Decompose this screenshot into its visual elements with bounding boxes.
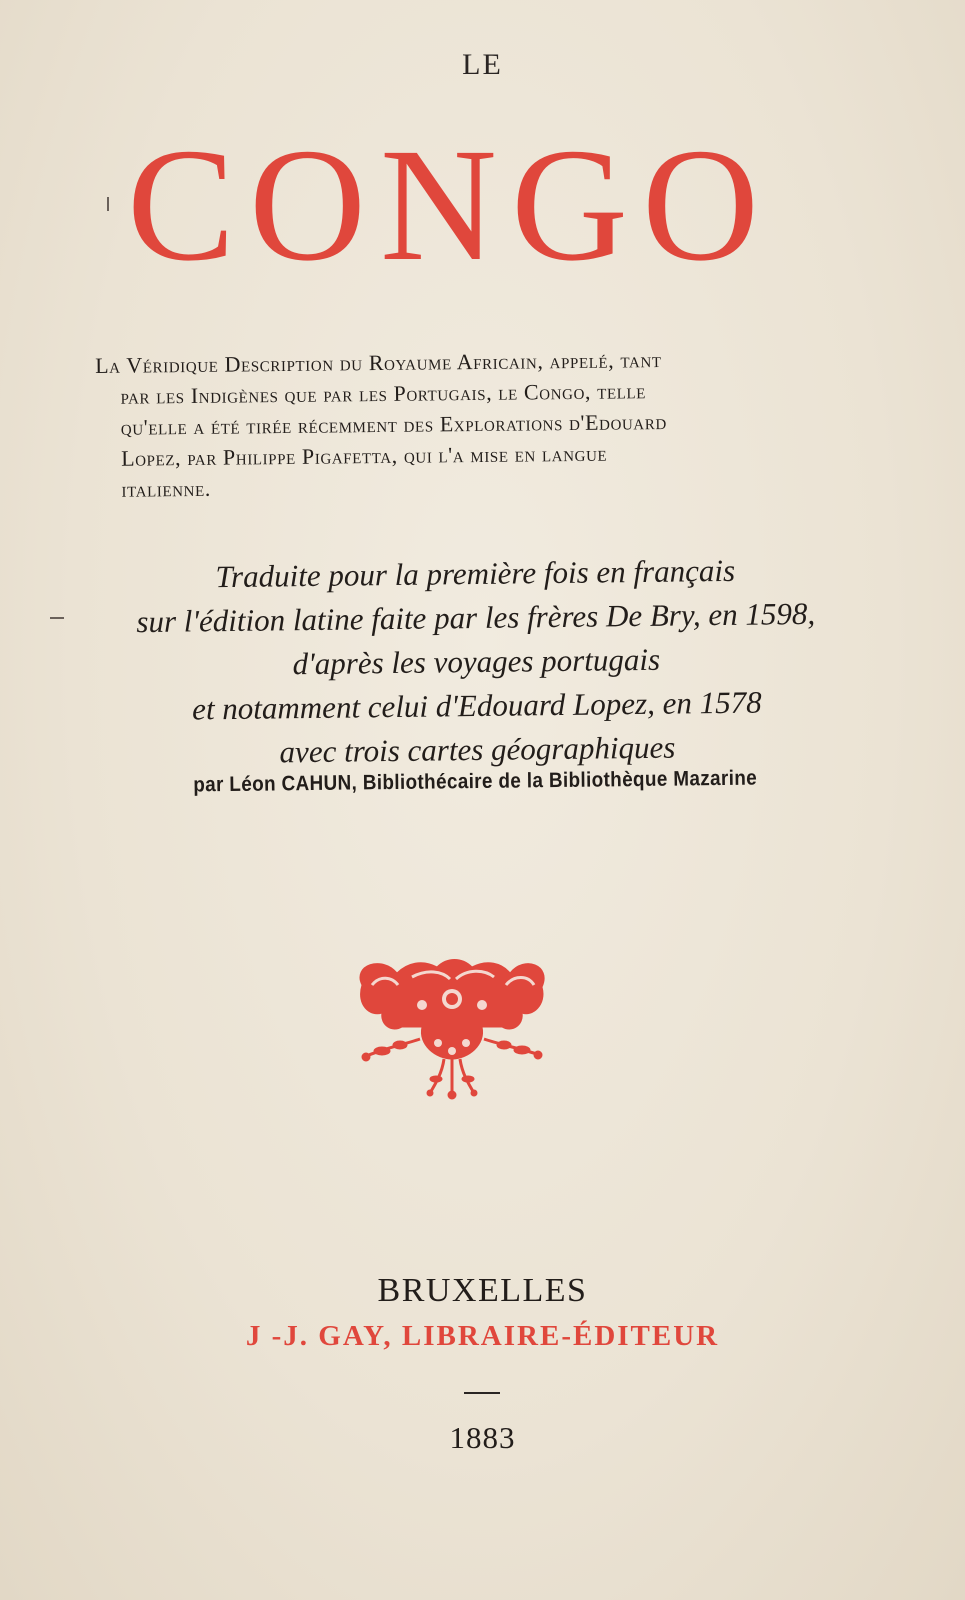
title-article: LE bbox=[462, 48, 503, 81]
imprint-year: 1883 bbox=[449, 1420, 516, 1455]
floral-basket-ornament-icon bbox=[352, 955, 552, 1100]
divider-rule bbox=[464, 1392, 500, 1394]
translator-byline: par Léon CAHUN, Bibliothécaire de la Bibliothèque Mazarine bbox=[193, 766, 758, 797]
translation-line: Traduite pour la première fois en français bbox=[215, 552, 736, 595]
main-title: CONGO bbox=[126, 116, 774, 295]
imprint-publisher: J -J. GAY, LIBRAIRE-ÉDITEUR bbox=[245, 1320, 720, 1352]
description-line: Lopez, par Philippe Pigafetta, qui l'a mise en langue bbox=[121, 440, 608, 471]
translation-line: sur l'édition latine faite par les frères De Bry, en 1598, bbox=[136, 595, 816, 640]
translation-line: et notamment celui d'Edouard Lopez, en 1578 bbox=[191, 684, 762, 727]
description-block bbox=[95, 342, 857, 505]
translation-block bbox=[80, 547, 873, 777]
imprint-city: BRUXELLES bbox=[377, 1272, 588, 1309]
description-line: qu'elle a été tirée récemment des Explorations d'Edouard bbox=[120, 409, 667, 440]
translation-line: avec trois cartes géographiques bbox=[279, 729, 676, 770]
description-line: La Véridique Description du Royaume Africain, appelé, tant bbox=[95, 347, 662, 378]
description-line: par les Indigènes que par les Portugais, le Congo, telle bbox=[120, 378, 647, 409]
margin-dash bbox=[50, 617, 64, 619]
translation-line: d'après les voyages portugais bbox=[292, 641, 661, 682]
description-line: italienne. bbox=[121, 475, 212, 502]
